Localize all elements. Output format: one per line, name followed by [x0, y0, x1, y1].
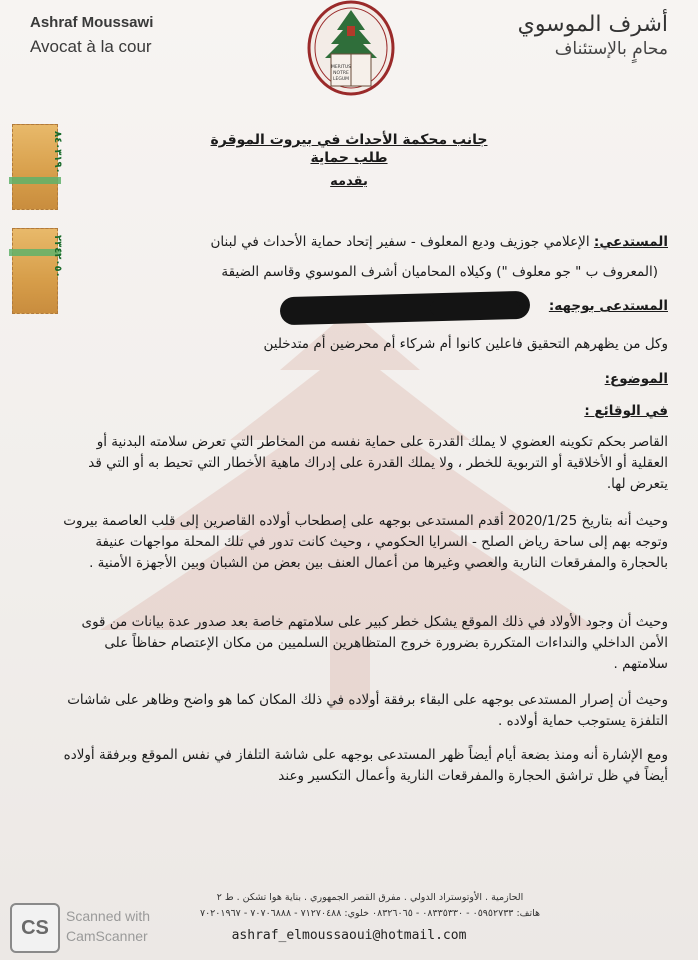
- applicant-text: الإعلامي جوزيف وديع المعلوف - سفير إتحاد حماية الأحداث في لبنان: [210, 234, 590, 250]
- paragraph: وحيث أن إصرار المستدعى بوجهه على البقاء برفقة أولاده في ذلك المكان كما هو واضح وظاهر على شاشات التلفزة يستوجب حماية أولاده .: [67, 692, 668, 729]
- paragraph: وحيث أن وجود الأولاد في ذلك الموقع يشكل خطر كبير على سلامتهم خاصة بعد صدور عدة بيانات من قوى الأمن الداخلي والنداءات المتكررة بضرورة خروج المتظاهرين السلميين من مكان الإعتصام حفاظاً على سلامتهم .: [81, 614, 668, 672]
- revenue-stamp: [12, 124, 63, 210]
- scanned-with-text: Scanned with: [66, 908, 151, 924]
- paragraph: ومع الإشارة أنه ومنذ بضعة أيام أيضاً ظهر المستدعى بوجهه على شاشة التلفاز في نفس الموقع وبرفقة أولاده أيضاً في ظل تراشق الحجارة والمفرقعات النارية وأعمال التكسير وعند: [63, 747, 668, 784]
- camscanner-logo-icon: CS: [10, 903, 60, 953]
- header-arabic: [518, 12, 668, 59]
- redaction-mark: [430, 300, 520, 316]
- applicant-line: [60, 232, 668, 253]
- court-title: جانب محكمة الأحداث في بيروت الموقرة: [210, 132, 488, 148]
- svg-text:LEGUM: LEGUM: [332, 77, 350, 82]
- lawyer-name-latin: Ashraf Moussawi: [30, 14, 154, 31]
- footer-address: الحازمية . الأوتوستراد الدولي . مفرق القصر الجمهوري . بناية هوا تشكن . ط ٢: [216, 892, 524, 903]
- submitted-by-label: يقدمه: [330, 174, 368, 189]
- paragraph: وحيث أنه بتاريخ 2020/1/25 أقدم المستدعى بوجهه على إصطحاب أولاده القاصرين إلى قلب العاصمة بيروت وتوجه بهم إلى ساحة رياض الصلح - السرايا الحكومي ، وحيث كانت تدور في تلك المحلة مواجهات عنيفة بالحجارة والمفرقعات النارية والعصي وغيرها من أعمال العنف بين بعض من الشبان وبين الأجهزة الأمنية .: [63, 513, 668, 571]
- footer-phones: هاتف: ٠٥٩٥٢٧٣٣ - ٠٨٣٣٥٣٣٠ - ٠٨٣٢٦٠٦٥ خلوي: ٧١٢٧٠٤٨٨ - ٧٠٧٠٦٨٨٨ - ٧٠٢٠١٩٦٧: [199, 908, 541, 919]
- footer-contact: [70, 890, 670, 922]
- bar-association-logo: [305, 0, 397, 100]
- lawyer-title-arabic: محامٍ بالإستئناف: [554, 39, 668, 59]
- subject-label: الموضوع:: [604, 371, 668, 387]
- paragraph: القاصر بحكم تكوينه العضوي لا يملك القدرة على حماية نفسه من المخاطر التي تعرض سلامته البدنية أو العقلية أو الأخلاقية أو التربوية للخطر ، ولا يملك القدرة على إدراك ماهية الأخطار التي تحيط به أو التي قد يتعرض لها.: [88, 434, 668, 492]
- respondent-text: وكل من يظهرهم التحقيق فاعلين كانوا أم شركاء أم محرضين أم متدخلين: [263, 336, 668, 352]
- subject-heading: [60, 369, 668, 390]
- footer-email: ashraf_elmoussaoui@hotmail.com: [231, 928, 467, 943]
- header-latin: [30, 14, 153, 57]
- applicant-line-2: (المعروف ب " جو معلوف ") وكيلاه المحاميان أشرف الموسوي وقاسم الضيقة: [221, 264, 658, 280]
- facts-heading: [60, 401, 668, 422]
- stamp-number: ٢٣٤٢٠٥٠: [52, 235, 63, 278]
- stamp-number: ٨٤٠٣١٩٠: [52, 131, 63, 174]
- svg-text:NOTRE: NOTRE: [333, 71, 349, 76]
- lawyer-name-arabic: أشرف الموسوي: [517, 12, 668, 37]
- facts-label: في الوقائع :: [584, 403, 668, 419]
- respondent-label: المستدعى بوجهه:: [548, 298, 668, 314]
- applicant-label: المستدعي:: [593, 234, 668, 250]
- lawyer-title-latin: Avocat à la cour: [30, 37, 152, 56]
- request-title: طلب حماية: [310, 150, 388, 166]
- svg-text:MERITUS: MERITUS: [330, 65, 352, 70]
- camscanner-watermark: [66, 906, 150, 946]
- camscanner-text: CamScanner: [66, 928, 148, 944]
